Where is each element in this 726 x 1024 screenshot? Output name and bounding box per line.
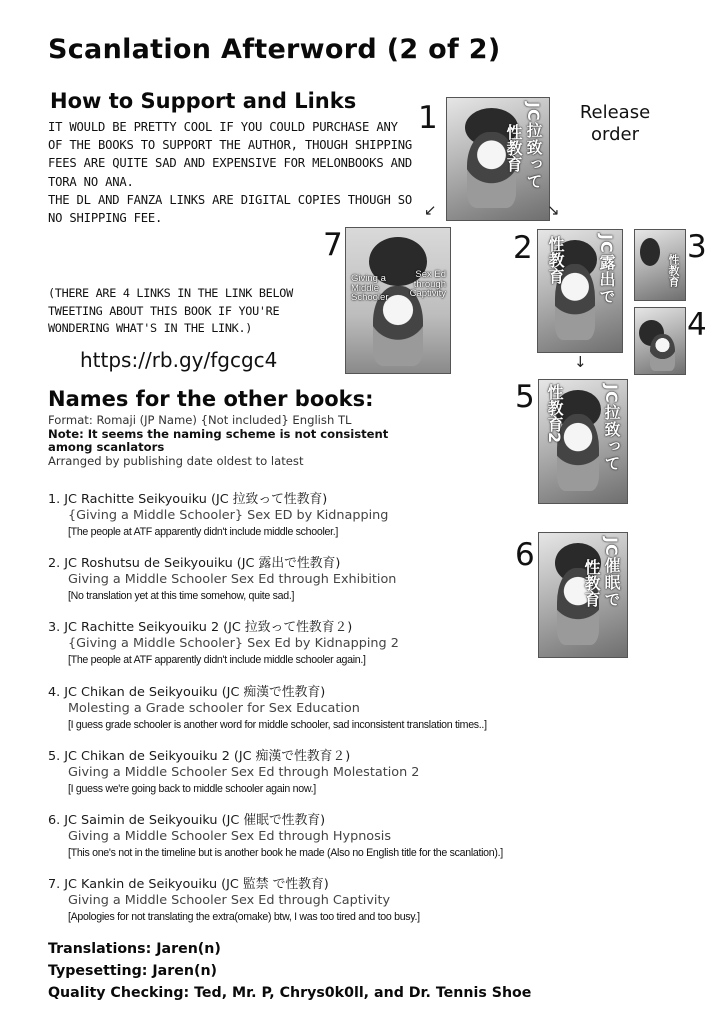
credits (48, 938, 531, 1004)
book-comment: [I guess we're going back to middle schooler again now.] (68, 782, 316, 795)
cover-jp-title: JC露出で (597, 234, 616, 305)
book-english-title: Giving a Middle Schooler Sex Ed through Exhibition (68, 572, 397, 588)
arrow-down-left-icon: ↙ (424, 201, 437, 219)
cover-jp-title: JC拉致って (602, 384, 621, 472)
list-item (48, 619, 588, 683)
book-cover-5 (538, 379, 628, 504)
book-cover-7 (345, 227, 451, 374)
book-title: 1. JC Rachitte Seikyouiku (JC 拉致って性教育) (48, 492, 328, 507)
book-english-title: Giving a Middle Schooler Sex Ed through Molestation 2 (68, 764, 420, 780)
support-body (48, 118, 418, 227)
cover-number: 4 (687, 307, 707, 343)
list-item (48, 684, 588, 748)
cover-jp-subtitle: 性教育 (667, 254, 680, 287)
list-item (48, 491, 588, 555)
credit-typesetting: Typesetting: Jaren(n) (48, 963, 218, 979)
book-cover-4 (634, 307, 686, 375)
cover-number: 2 (513, 230, 533, 266)
support-paragraph: THE DL AND FANZA LINKS ARE DIGITAL COPIES THOUGH SO NO SHIPPING FEE. (48, 192, 413, 226)
cover-jp-title: JC催眠で (602, 537, 621, 608)
book-title: 3. JC Rachitte Seikyouiku 2 (JC 拉致って性教育２) (48, 620, 353, 636)
release-label-line: Release (579, 102, 651, 123)
cover-jp-subtitle: 性教育 (504, 124, 523, 172)
book-cover-2 (537, 229, 623, 353)
naming-note: Note: It seems the naming scheme is not consistent among scanlators (48, 426, 389, 454)
book-title: 6. JC Saimin de Seikyouiku (JC 催眠で性教育) (48, 812, 326, 828)
cover-number: 6 (515, 537, 535, 573)
credit-translations: Translations: Jaren(n) (48, 941, 221, 957)
list-item (48, 748, 588, 812)
arrow-down-right-icon: ↘ (547, 201, 560, 219)
book-comment: [This one's not in the timeline but is another book he made (Also no English title for the scanlation).] (68, 846, 503, 859)
cover-figure-shape (650, 334, 675, 371)
cover-number: 3 (687, 229, 707, 265)
cover-jp-title: JC拉致って (524, 102, 543, 190)
book-english-title: {Giving a Middle Schooler} Sex Ed by Kidnapping 2 (68, 636, 399, 652)
arranged-line: Arranged by publishing date oldest to latest (48, 453, 304, 468)
credit-quality: Quality Checking: Ted, Mr. P, Chrys0k0ll, and Dr. Tennis Shoe (48, 985, 532, 1001)
book-title: 2. JC Roshutsu de Seikyouiku (JC 露出で性教育) (48, 556, 341, 572)
book-title: 4. JC Chikan de Seikyouiku (JC 痴漢で性教育) (48, 684, 326, 700)
book-english-title: Molesting a Grade schooler for Sex Education (68, 700, 360, 716)
cover-en-subtitle: Sex Ed through Captivity (409, 269, 446, 299)
page-title: Scanlation Afterword (2 of 2) (48, 34, 501, 65)
cover-hair-shape (640, 238, 660, 266)
book-title: 7. JC Kankin de Seikyouiku (JC 監禁 で性教育) (48, 877, 329, 893)
cover-jp-subtitle: 性教育 (546, 236, 565, 284)
names-meta (48, 414, 408, 468)
cover-number: 1 (418, 100, 438, 136)
book-comment: [No translation yet at this time somehow, quite sad.] (68, 590, 295, 603)
book-cover-3 (634, 229, 686, 301)
book-cover-1 (446, 97, 550, 221)
cover-number: 7 (323, 227, 343, 263)
book-title: 5. JC Chikan de Seikyouiku 2 (JC 痴漢で性教育２) (48, 748, 351, 764)
names-heading: Names for the other books: (48, 387, 374, 411)
support-paragraph: IT WOULD BE PRETTY COOL IF YOU COULD PURCHASE ANY OF THE BOOKS TO SUPPORT THE AUTHOR, THOUGH SHIPPING FEES ARE QUITE SAD AND EXPENSIVE FOR MELONBOOKS AND TORA NO ANA. (48, 120, 413, 189)
book-comment: [Apologies for not translating the extra(omake) btw, I was too tired and too busy.] (68, 911, 420, 924)
arrow-down-icon: ↓ (574, 353, 587, 371)
support-link[interactable]: https://rb.gy/fgcgc4 (80, 348, 278, 372)
list-item (48, 555, 588, 619)
list-item (48, 812, 588, 876)
book-comment: [The people at ATF apparently didn't include middle schooler again.] (68, 654, 366, 667)
book-english-title: {Giving a Middle Schooler} Sex ED by Kidnapping (68, 508, 389, 523)
release-order-label (572, 102, 658, 146)
support-note: (THERE ARE 4 LINKS IN THE LINK BELOW TWEETING ABOUT THIS BOOK IF YOU'RE WONDERING WHAT'S IN THE LINK.) (48, 286, 293, 336)
cover-jp-subtitle: 性教育 (582, 559, 601, 607)
book-comment: [The people at ATF apparently didn't include middle schooler.] (68, 526, 339, 538)
cover-jp-subtitle: 性教育2 (545, 384, 564, 444)
support-heading: How to Support and Links (50, 89, 357, 113)
cover-en-title: Giving a Middle Schooler (351, 273, 389, 303)
release-label-line: order (591, 124, 639, 145)
format-line: Format: Romaji (JP Name) {Not included} English TL (48, 413, 352, 427)
book-english-title: Giving a Middle Schooler Sex Ed through Hypnosis (68, 828, 392, 844)
book-list (48, 491, 588, 940)
cover-number: 5 (515, 379, 535, 415)
book-comment: [I guess grade schooler is another word for middle schooler, sad inconsistent translation times..] (68, 718, 487, 731)
list-item (48, 876, 588, 940)
book-english-title: Giving a Middle Schooler Sex Ed through Captivity (68, 893, 391, 909)
